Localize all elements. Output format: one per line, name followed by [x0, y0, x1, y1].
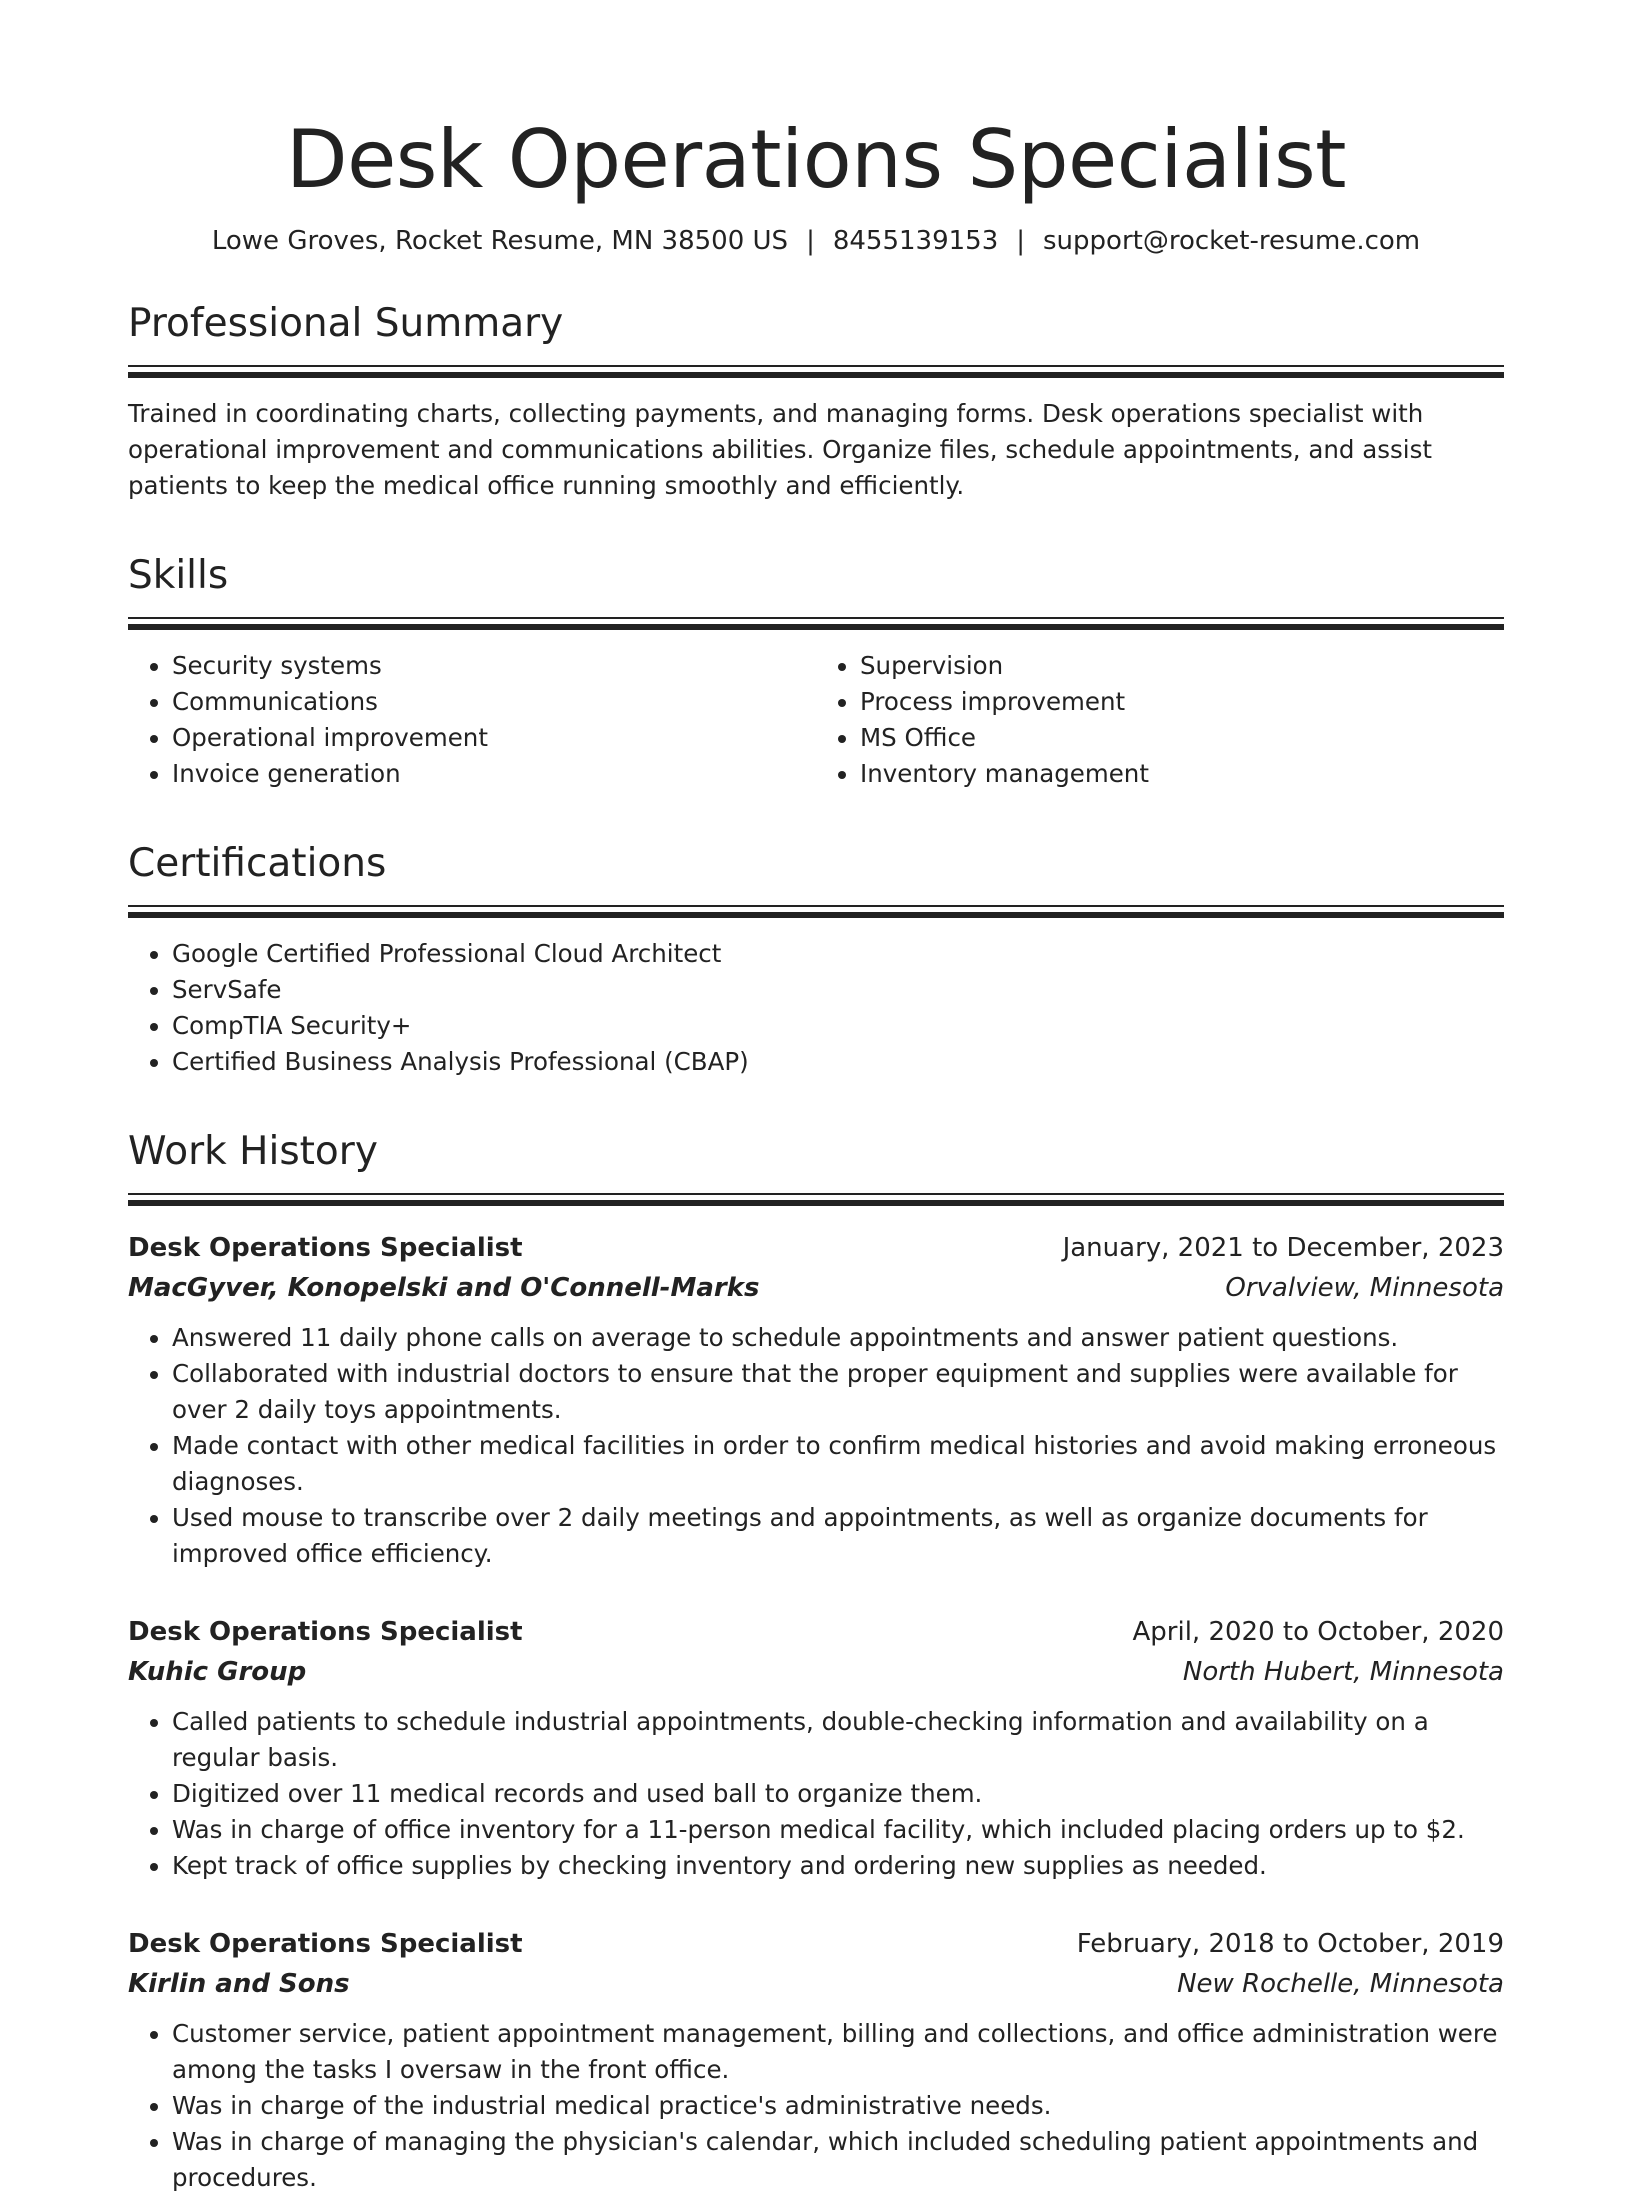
- job-header: [128, 1612, 1504, 1652]
- job-company: Kuhic Group: [128, 1657, 307, 1687]
- job-bullet: • Made contact with other medical facilities in order to confirm medical histories and avoid making erroneous diagnoses.: [172, 1428, 1504, 1500]
- job-bullet: • Used mouse to transcribe over 2 daily meetings and appointments, as well as organize documents for improved office efficiency.: [172, 1500, 1504, 1572]
- job-bullet: • Was in charge of office inventory for a 11-person medical facility, which included placing orders up to $2.: [172, 1812, 1504, 1848]
- section-divider: [128, 617, 1504, 630]
- skill-item: • Supervision: [860, 648, 1504, 684]
- job-header: [128, 1228, 1504, 1268]
- resume-title: Desk Operations Specialist: [285, 113, 1346, 206]
- job-dates: January, 2021 to December, 2023: [1062, 1233, 1504, 1263]
- section-professional-summary: [128, 301, 1504, 504]
- skill-item: • Operational improvement: [172, 720, 816, 756]
- job-entry: [128, 1924, 1504, 2196]
- job-bullet: • Collaborated with industrial doctors to ensure that the proper equipment and supplies were available for over 2 daily toys appointments.: [172, 1356, 1504, 1428]
- section-divider: [128, 905, 1504, 918]
- certification-item: • Certified Business Analysis Professional (CBAP): [172, 1044, 1504, 1080]
- certification-item: • Google Certified Professional Cloud Architect: [172, 936, 1504, 972]
- job-header: [128, 1924, 1504, 1964]
- section-divider: [128, 1193, 1504, 1206]
- job-subheader: [128, 1652, 1504, 1692]
- skill-item: • Communications: [172, 684, 816, 720]
- contact-phone: 8455139153: [832, 226, 999, 256]
- contact-address: Lowe Groves, Rocket Resume, MN 38500 US: [211, 226, 789, 256]
- job-title: Desk Operations Specialist: [128, 1929, 523, 1959]
- job-company: MacGyver, Konopelski and O'Connell-Marks: [128, 1273, 760, 1303]
- skills-columns: [128, 648, 1504, 792]
- job-dates: February, 2018 to October, 2019: [1076, 1929, 1504, 1959]
- job-bullet: • Answered 11 daily phone calls on average to schedule appointments and answer patient questions.: [172, 1320, 1504, 1356]
- skill-item: • MS Office: [860, 720, 1504, 756]
- job-subheader: [128, 1268, 1504, 1308]
- job-bullet: • Kept track of office supplies by checking inventory and ordering new supplies as needed.: [172, 1848, 1504, 1884]
- section-heading: Professional Summary: [128, 301, 564, 346]
- summary-text: Trained in coordinating charts, collecting payments, and managing forms. Desk operations specialist with operational improvement and communications abilities. Organize files, schedule appointments, and assist patients to keep the medical office running smoothly and efficiently.: [128, 399, 1432, 500]
- contact-line: [128, 228, 1504, 254]
- job-company: Kirlin and Sons: [128, 1969, 350, 1999]
- resume-page: [128, 113, 1504, 2196]
- job-entry: [128, 1612, 1504, 1884]
- contact-separator: |: [1016, 226, 1026, 256]
- job-bullet: • Customer service, patient appointment management, billing and collections, and office administration were among the tasks I oversaw in the front office.: [172, 2016, 1504, 2088]
- job-dates: April, 2020 to October, 2020: [1132, 1617, 1504, 1647]
- skill-item: • Inventory management: [860, 756, 1504, 792]
- job-bullets: [128, 1320, 1504, 1572]
- skill-item: • Process improvement: [860, 684, 1504, 720]
- job-title: Desk Operations Specialist: [128, 1617, 523, 1647]
- job-bullet: • Was in charge of the industrial medical practice's administrative needs.: [172, 2088, 1504, 2124]
- section-divider: [128, 365, 1504, 378]
- contact-email: support@rocket-resume.com: [1043, 226, 1421, 256]
- certifications-list: [128, 936, 1504, 1080]
- section-heading: Skills: [128, 553, 229, 598]
- skills-list-left: [128, 648, 816, 792]
- certification-item: • CompTIA Security+: [172, 1008, 1504, 1044]
- section-work-history: [128, 1129, 1504, 2196]
- section-heading: Certifications: [128, 841, 387, 886]
- section-certifications: [128, 841, 1504, 1080]
- job-location: Orvalview, Minnesota: [1225, 1273, 1504, 1303]
- skills-list-right: [816, 648, 1504, 792]
- contact-separator: |: [806, 226, 815, 256]
- skill-item: • Security systems: [172, 648, 816, 684]
- job-bullet: • Was in charge of managing the physician's calendar, which included scheduling patient appointments and procedures.: [172, 2124, 1504, 2196]
- job-bullet: • Digitized over 11 medical records and used ball to organize them.: [172, 1776, 1504, 1812]
- job-bullets: [128, 1704, 1504, 1884]
- job-title: Desk Operations Specialist: [128, 1233, 523, 1263]
- skill-item: • Invoice generation: [172, 756, 816, 792]
- certification-item: • ServSafe: [172, 972, 1504, 1008]
- job-bullet: • Called patients to schedule industrial appointments, double-checking information and availability on a regular basis.: [172, 1704, 1504, 1776]
- job-subheader: [128, 1964, 1504, 2004]
- job-bullets: [128, 2016, 1504, 2196]
- job-entry: [128, 1228, 1504, 1572]
- section-heading: Work History: [128, 1129, 378, 1174]
- section-skills: [128, 553, 1504, 792]
- job-location: North Hubert, Minnesota: [1182, 1657, 1504, 1687]
- job-location: New Rochelle, Minnesota: [1177, 1969, 1504, 1999]
